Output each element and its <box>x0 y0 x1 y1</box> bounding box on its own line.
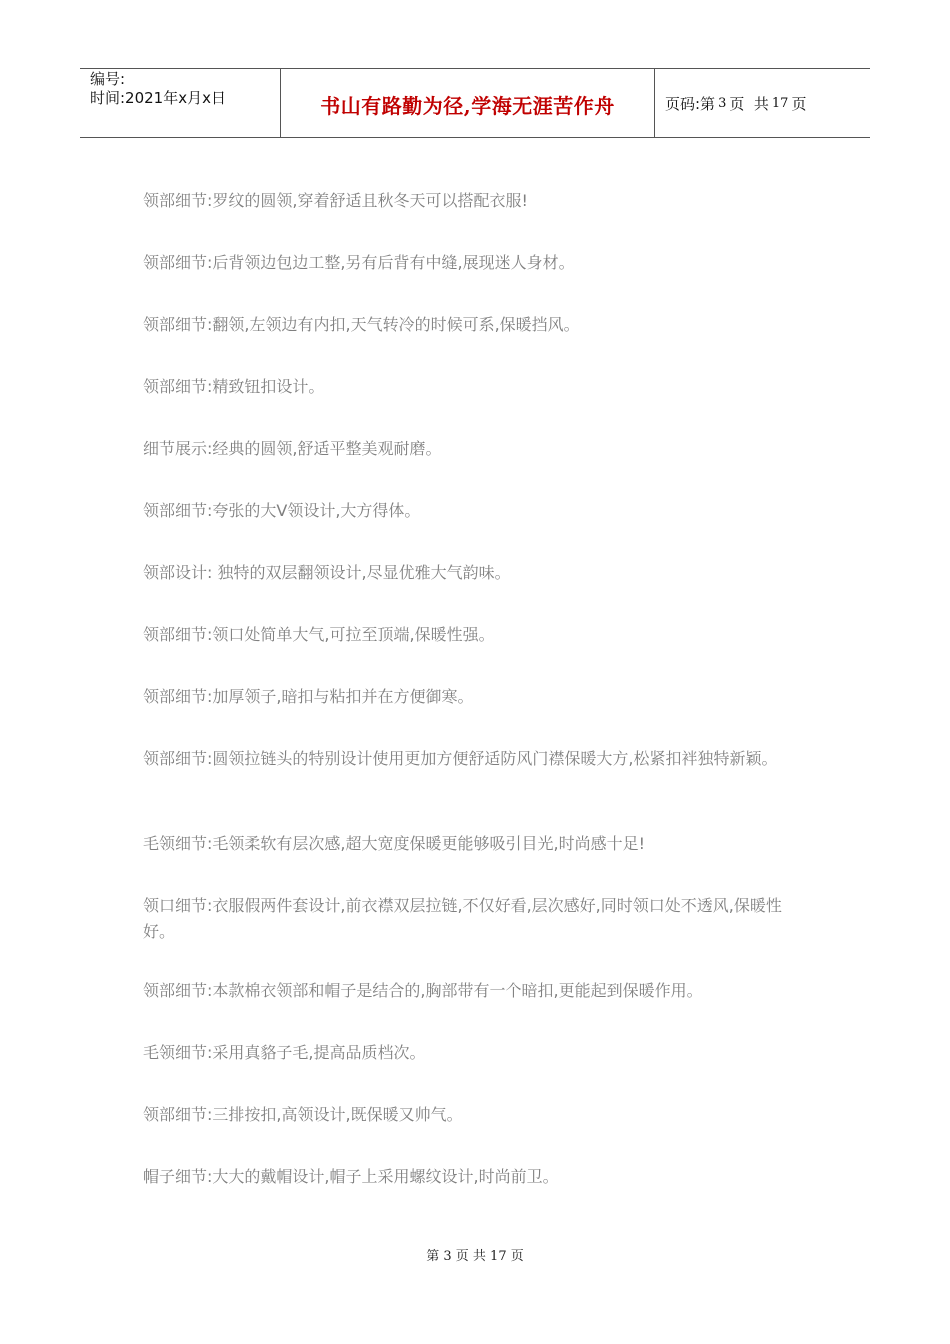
header-motto: 书山有路勤为径,学海无涯苦作舟 <box>320 93 615 118</box>
serial-label: 编号: <box>90 70 126 88</box>
detail-item: 毛领细节:毛领柔软有层次感,超大宽度保暖更能够吸引目光,时尚感十足! <box>143 834 645 853</box>
detail-item: 领部细节:三排按扣,高领设计,既保暖又帅气。 <box>143 1105 463 1124</box>
page-label-suffix: 页 <box>791 94 807 113</box>
detail-item: 领部细节:精致钮扣设计。 <box>143 377 325 396</box>
detail-item: 帽子细节:大大的戴帽设计,帽子上采用螺纹设计,时尚前卫。 <box>143 1167 559 1186</box>
page-current: 3 <box>718 95 727 111</box>
detail-item: 细节展示:经典的圆领,舒适平整美观耐磨。 <box>143 439 442 458</box>
page-header <box>80 68 870 138</box>
header-page-info <box>655 69 870 137</box>
detail-item: 领部细节:翻领,左领边有内扣,天气转冷的时候可系,保暖挡风。 <box>143 315 580 334</box>
detail-item: 领部细节:罗纹的圆领,穿着舒适且秋冬天可以搭配衣服! <box>143 191 528 210</box>
page-total: 17 <box>771 95 789 111</box>
detail-item: 领部细节:领口处简单大气,可拉至顶端,保暖性强。 <box>143 625 495 644</box>
time-label: 时间:2021年x月x日 <box>90 89 226 107</box>
page-label-prefix: 页码:第 <box>665 94 716 113</box>
detail-item: 领部细节:夸张的大V领设计,大方得体。 <box>143 501 421 520</box>
detail-item: 领口细节:衣服假两件套设计,前衣襟双层拉链,不仅好看,层次感好,同时领口处不透风,保暖性好。 <box>143 896 782 941</box>
page-label-mid: 页 共 <box>729 94 769 113</box>
detail-item: 领部细节:本款棉衣领部和帽子是结合的,胸部带有一个暗扣,更能起到保暖作用。 <box>143 981 703 1000</box>
detail-item: 领部细节:后背领边包边工整,另有后背有中缝,展现迷人身材。 <box>143 253 575 272</box>
detail-item: 领部设计: 独特的双层翻领设计,尽显优雅大气韵味。 <box>143 563 511 582</box>
header-meta <box>80 69 281 137</box>
detail-item: 毛领细节:采用真貉子毛,提高品质档次。 <box>143 1043 426 1062</box>
header-motto-cell <box>281 69 655 137</box>
page-footer: 第 3 页 共 17 页 <box>426 1249 524 1264</box>
detail-item: 领部细节:加厚领子,暗扣与粘扣并在方便御寒。 <box>143 687 474 706</box>
detail-item: 领部细节:圆领拉链头的特别设计使用更加方便舒适防风门襟保暖大方,松紧扣袢独特新颖。 <box>143 749 778 768</box>
